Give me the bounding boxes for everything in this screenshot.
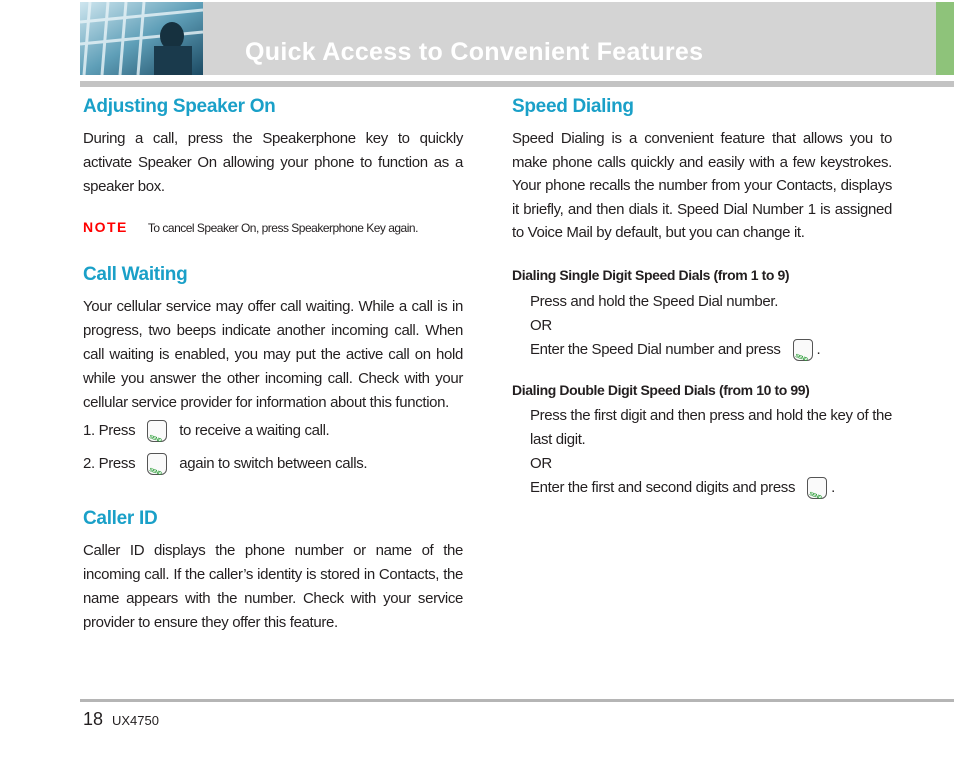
single-step-2 <box>530 338 892 362</box>
call-waiting-step-1 <box>83 419 463 443</box>
page-number: 18 <box>83 709 104 729</box>
note-text: To cancel Speaker On, press Speakerphone Key again. <box>147 221 418 235</box>
step-1-suffix: to receive a waiting call. <box>179 422 330 439</box>
caller-id-heading: Caller ID <box>83 508 158 529</box>
header-divider <box>80 81 954 87</box>
model-number: UX4750 <box>112 713 159 728</box>
send-key-icon: SEND <box>793 339 813 361</box>
step-1-prefix: 1. Press <box>83 422 136 439</box>
accent-bar <box>936 2 954 75</box>
single-step-1: Press and hold the Speed Dial number. <box>530 292 779 310</box>
send-key-icon: SEND <box>147 420 167 442</box>
send-key-icon: SEND <box>807 477 827 499</box>
page-title: Quick Access to Convenient Features <box>245 38 704 66</box>
speaker-heading: Adjusting Speaker On <box>83 96 276 117</box>
single-digit-heading: Dialing Single Digit Speed Dials (from 1 to 9) <box>512 266 790 283</box>
double-digit-steps <box>512 404 892 500</box>
header-photo <box>80 2 203 75</box>
single-or: OR <box>530 316 552 334</box>
double-digit-heading: Dialing Double Digit Speed Dials (from 10 to 99) <box>512 381 810 398</box>
double-step-2 <box>530 476 892 500</box>
left-column <box>83 96 463 635</box>
single-step-2-end: . <box>816 340 821 358</box>
single-step-2-text: Enter the Speed Dial number and press <box>530 340 781 358</box>
double-step-2-end: . <box>831 478 835 496</box>
call-waiting-heading: Call Waiting <box>83 264 188 285</box>
double-step-2-text: Enter the first and second digits and press <box>530 478 796 496</box>
single-digit-steps <box>512 290 892 362</box>
step-2-prefix: 2. Press <box>83 455 136 472</box>
speed-dialing-heading: Speed Dialing <box>512 96 634 117</box>
speed-dialing-body: Speed Dialing is a convenient feature that allows you to make phone calls quickly and easily with a few keystrokes. Your phone recalls the number from your Contacts, displays it briefly, and then dials it. Speed Dial Number 1 is assigned to Voice Mail by default, but you can change it. <box>512 130 892 242</box>
footer-divider <box>80 699 954 702</box>
send-key-icon: SEND <box>147 453 167 475</box>
caller-id-body: Caller ID displays the phone number or name of the incoming call. If the caller’s identity is stored in Contacts, the name appears with the number. Check with your service provider to ensure they offer this feature. <box>83 542 463 631</box>
call-waiting-body: Your cellular service may offer call waiting. While a call is in progress, two beeps indicate another incoming call. When call waiting is enabled, you may put the active call on hold while you answer the other incoming call. Check with your cellular service provider for information about this function. <box>83 298 463 411</box>
double-step-1: Press the first digit and then press and hold the key of the last digit. <box>530 406 892 448</box>
note-label: NOTE <box>83 219 128 235</box>
call-waiting-step-2 <box>83 452 463 476</box>
step-2-suffix: again to switch between calls. <box>179 455 368 472</box>
double-or: OR <box>530 454 552 472</box>
note <box>83 219 463 235</box>
speaker-body: During a call, press the Speakerphone key to quickly activate Speaker On allowing your phone to function as a speaker box. <box>83 130 463 195</box>
right-column <box>512 96 892 500</box>
